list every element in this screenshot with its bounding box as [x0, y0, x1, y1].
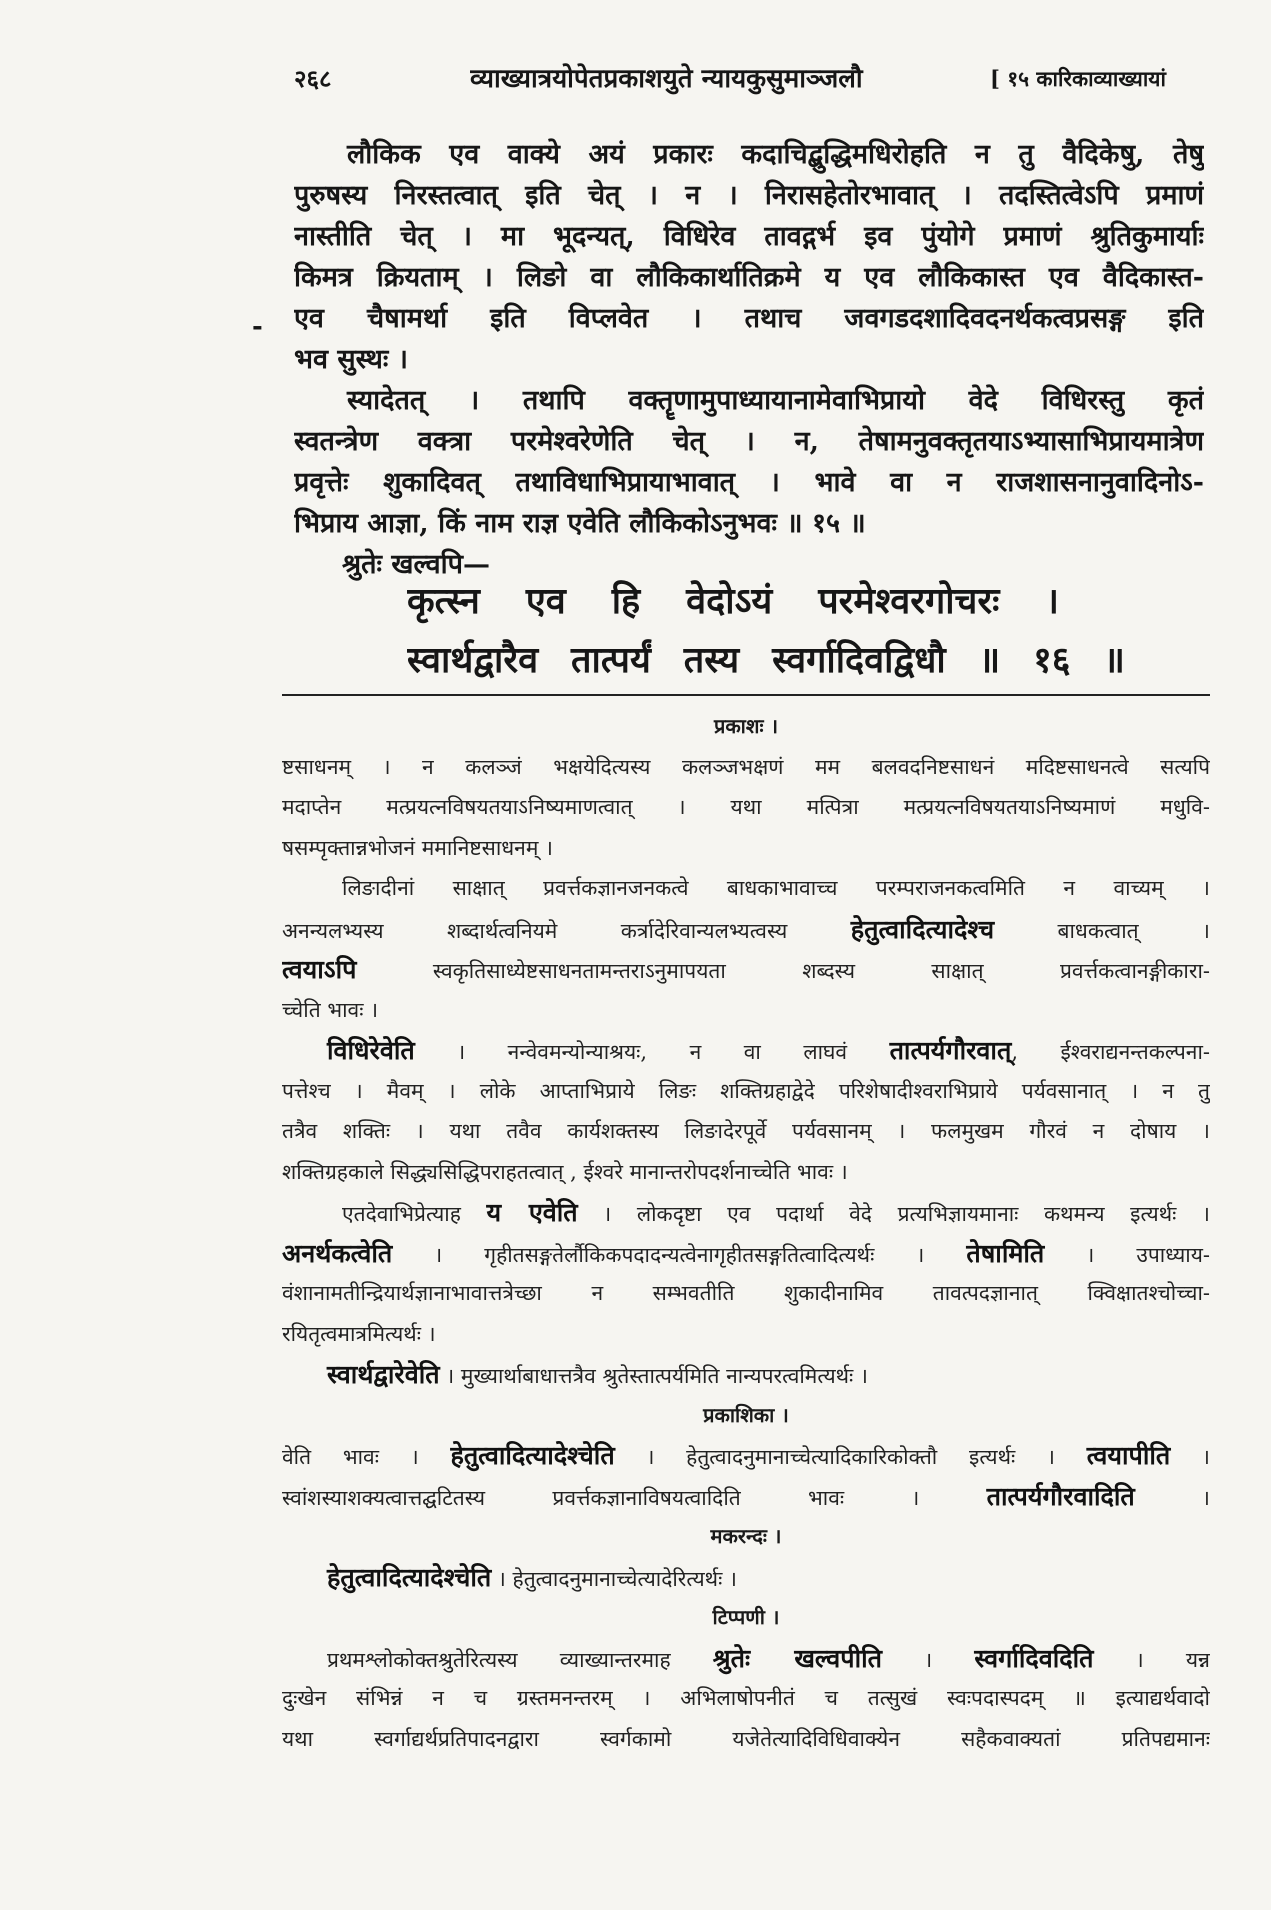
prakasha-line	[282, 747, 1210, 788]
mula-line: स्वतन्त्रेण वक्त्रा परमेश्वरेणेति चेत् । न, तेषामनुवक्तृतयाऽभ्यासाभिप्रायमात्रेण	[294, 426, 1204, 457]
text-run: वेति भावः ।	[282, 1445, 451, 1469]
prakasha-line	[282, 1111, 1210, 1152]
prakasha-line	[282, 1273, 1210, 1314]
emphasis-keyword: य एवेति	[486, 1197, 578, 1227]
mula-line: पुरुषस्य निरस्तत्वात् इति चेत् । न । निरासहेतोरभावात् । तदस्तित्वेऽपि प्रमाणं	[294, 180, 1204, 211]
prakasha-line	[282, 1192, 1210, 1233]
text-run: प्रथमश्लोकोक्तश्रुतेरित्यस्य व्याख्यान्तरमाह	[327, 1647, 713, 1672]
text-run: । हेतुत्वादनुमानाच्चेत्यादिकारिकोक्तौ इत्यर्थः ।	[614, 1445, 1087, 1469]
prakasha-line	[282, 1314, 1210, 1355]
mula-line: किमत्र क्रियताम् । लिङो वा लौकिकार्थातिक्रमे य एव लौकिकास्त एव वैदिकास्त-	[294, 262, 1204, 293]
text-run: । यन्न	[1093, 1647, 1210, 1672]
emphasis-keyword: स्वार्थद्वारेवेति	[327, 1359, 440, 1389]
emphasis-keyword: तात्पर्यगौरवात्	[889, 1035, 1012, 1065]
emphasis-keyword: विधिरेवेति	[327, 1035, 415, 1065]
page-number: २६८	[294, 64, 332, 93]
prakasha-line	[282, 787, 1210, 828]
emphasis-keyword: हेतुत्वादित्यादेश्च	[850, 913, 995, 944]
text-run: । हेतुत्वादनुमानाच्चेत्यादेरित्यर्थः ।	[491, 1566, 737, 1591]
text-run: ।	[1170, 1445, 1210, 1469]
mula-line: भिप्राय आज्ञा, किं नाम राज्ञ एवेति लौकिकोऽनुभवः ॥ १५ ॥	[294, 508, 866, 539]
mula-line: भव सुस्थः ।	[294, 344, 408, 375]
prakasha-line	[282, 868, 1210, 909]
heading-prakashika: प्रकाशिका ।	[703, 1402, 789, 1427]
emphasis-keyword: तात्पर्यगौरवादिति	[986, 1480, 1135, 1511]
prakasha-line	[282, 1152, 1210, 1193]
text-run: । लोकदृष्टा एव पदार्था वेदे प्रत्यभिज्ञायमानाः कथमन्य इत्यर्थः ।	[577, 1202, 1210, 1226]
commentary-block	[282, 706, 1210, 1759]
prakasha-line	[282, 1071, 1210, 1112]
text-run: षसम्पृक्तान्नभोजनं ममानिष्टसाधनम् ।	[282, 835, 554, 860]
emphasis-keyword: स्वर्गादिवदिति	[974, 1642, 1094, 1673]
mula-line: श्रुतेः खल्वपि—	[342, 549, 490, 580]
tippani-line	[282, 1678, 1210, 1719]
text-run: लिङादीनां साक्षात् प्रवर्त्तकज्ञानजनकत्वे बाधकाभावाच्च परम्पराजनकत्वमिति न वाच्यम् ।	[342, 876, 1210, 900]
text-run: अनन्यलभ्यस्य शब्दार्थत्वनियमे कर्त्रादेरिवान्यलभ्यत्वस्य	[282, 918, 851, 943]
text-run: यथा स्वर्गाद्यर्थप्रतिपादनद्वारा स्वर्गकामो यजेतेत्यादिविधिवाक्येन सहैकवाक्यतां प्रतिपद्यमानः	[282, 1726, 1210, 1751]
section-divider	[282, 694, 1210, 696]
text-run: , ईश्वराद्यनन्तकल्पना-	[1011, 1040, 1210, 1064]
tippani-line	[282, 1638, 1210, 1679]
mula-line: नास्तीति चेत् । मा भूदन्यत्, विधिरेव तावद्गर्भ इव पुंयोगे प्रमाणं श्रुतिकुमार्याः	[294, 221, 1204, 252]
prakashika-line	[282, 1476, 1210, 1517]
heading-makaranda: मकरन्दः ।	[710, 1524, 782, 1548]
prakasha-line	[282, 949, 1210, 990]
emphasis-keyword: हेतुत्वादित्यादेश्चेति	[450, 1440, 615, 1470]
prakasha-line	[282, 1233, 1210, 1274]
text-run: वंशानामतीन्द्रियार्थज्ञानाभावात्तत्रेच्छा न सम्भवतीति शुकादीनामिव तावत्पदज्ञानात् क्विक्षातश्चोच्चा-	[282, 1281, 1210, 1305]
verse-line: स्वार्थद्वारैव तात्पर्यं तस्य स्वर्गादिवद्विधौ ॥ १६ ॥	[407, 639, 1125, 681]
text-run: तत्रैव शक्तिः । यथा तवैव कार्यशक्तस्य लिङादेरपूर्वे पर्यवसानम् । फलमुखम गौरवं न दोषाय ।	[282, 1119, 1210, 1143]
text-run: । मुख्यार्थाबाधात्तत्रैव श्रुतेस्तात्पर्यमिति नान्यपरत्वमित्यर्थः ।	[439, 1364, 868, 1388]
text-run: । नन्वेवमन्योन्याश्रयः, न वा लाघवं	[414, 1040, 890, 1064]
emphasis-keyword: श्रुतेः खल्वपीति	[712, 1642, 883, 1673]
text-run: ष्टसाधनम् । न कलञ्जं भक्षयेदित्यस्य कलञ्जभक्षणं मम बलवदनिष्टसाधनं मदिष्टसाधनत्वे सत्यपि	[282, 754, 1210, 779]
mula-text	[294, 134, 1204, 585]
text-run: दुःखेन संभिन्नं न च ग्रस्तमनन्तरम् । अभिलाषोपनीतं च तत्सुखं स्वःपदास्पदम् ॥ इत्याद्यर्थवादो	[282, 1686, 1210, 1710]
prakasha-line	[282, 828, 1210, 869]
verse-line: कृत्स्न एव हि वेदोऽयं परमेश्वरगोचरः ।	[407, 580, 1059, 622]
text-run: पत्तेश्च । मैवम् । लोके आप्ताभिप्राये लिङः शक्तिग्रहाद्वेदे परिशेषादीश्वराभिप्राये पर्यवसानात् । न तु	[282, 1078, 1210, 1103]
prakasha-line	[282, 1030, 1210, 1071]
tippani-line	[282, 1719, 1210, 1760]
running-title: व्याख्यात्रयोपेतप्रकाशयुते न्यायकुसुमाञ्जलौ	[470, 64, 863, 94]
margin-mark: -	[252, 312, 263, 342]
mula-line: प्रवृत्तेः शुकादिवत् तथाविधाभिप्रायाभावात् । भावे वा न राजशासनानुवादिनोऽ-	[294, 467, 1204, 498]
text-run: स्वकृतिसाध्येष्टसाधनतामन्तराऽनुमापयता शब्दस्य साक्षात् प्रवर्त्तकत्वानङ्गीकारा-	[356, 959, 1210, 983]
text-run: रयितृत्वमात्रमित्यर्थः ।	[282, 1321, 436, 1346]
emphasis-keyword: तेषामिति	[966, 1237, 1045, 1268]
makaranda-line	[282, 1557, 1210, 1598]
emphasis-keyword: अनर्थकत्वेति	[282, 1237, 393, 1268]
mula-line: एव चैषामर्था इति विप्लवेत । तथाच जवगडदशादिवदनर्थकत्वप्रसङ्ग इति	[294, 303, 1204, 334]
text-run: बाधकत्वात् ।	[994, 918, 1210, 943]
text-run: मदाप्तेन मत्प्रयत्नविषयतयाऽनिष्यमाणत्वात् । यथा मत्पित्रा मत्प्रयत्नविषयतयाऽनिष्यमाणं मधुवि-	[282, 795, 1210, 819]
mula-line: स्यादेतत् । तथापि वक्तॄणामुपाध्यायानामेवाभिप्रायो वेदे विधिरस्तु कृतं	[347, 385, 1204, 416]
mula-line: लौकिक एव वाक्ये अयं प्रकारः कदाचिद्बुद्धिमधिरोहति न तु वैदिकेषु, तेषु	[347, 139, 1204, 170]
text-run: ।	[882, 1647, 975, 1672]
text-run: ।	[1134, 1485, 1210, 1510]
text-run: स्वांशस्याशक्यत्वात्तद्घटितस्य प्रवर्त्तकज्ञानाविषयत्वादिति भावः ।	[282, 1485, 987, 1510]
text-run: शक्तिग्रहकाले सिद्ध्यसिद्धिपराहतत्वात् , ईश्वरे मानान्तरोपदर्शनाच्चेति भावः ।	[282, 1159, 848, 1184]
heading-prakasha: प्रकाशः ।	[713, 714, 779, 738]
heading-tippani: टिप्पणी ।	[712, 1605, 780, 1629]
text-run: । गृहीतसङ्गतेर्लौकिकपदादन्यत्वेनागृहीतसङ्गतित्वादित्यर्थः ।	[392, 1242, 967, 1267]
prakashika-line	[282, 1435, 1210, 1476]
text-run: । उपाध्याय-	[1044, 1242, 1210, 1267]
emphasis-keyword: त्वयाऽपि	[282, 954, 357, 984]
prakasha-line	[282, 1354, 1210, 1395]
prakasha-line	[282, 909, 1210, 950]
prakasha-line	[282, 990, 1210, 1031]
text-run: च्चेति भावः ।	[282, 997, 379, 1022]
karika-verse	[407, 572, 1127, 690]
emphasis-keyword: त्वयापीति	[1086, 1440, 1171, 1470]
text-run: एतदेवाभिप्रेत्याह	[342, 1202, 487, 1226]
emphasis-keyword: हेतुत्वादित्यादेश्चेति	[327, 1561, 492, 1592]
section-reference: [ १५ कारिकाव्याख्यायां	[990, 66, 1166, 91]
